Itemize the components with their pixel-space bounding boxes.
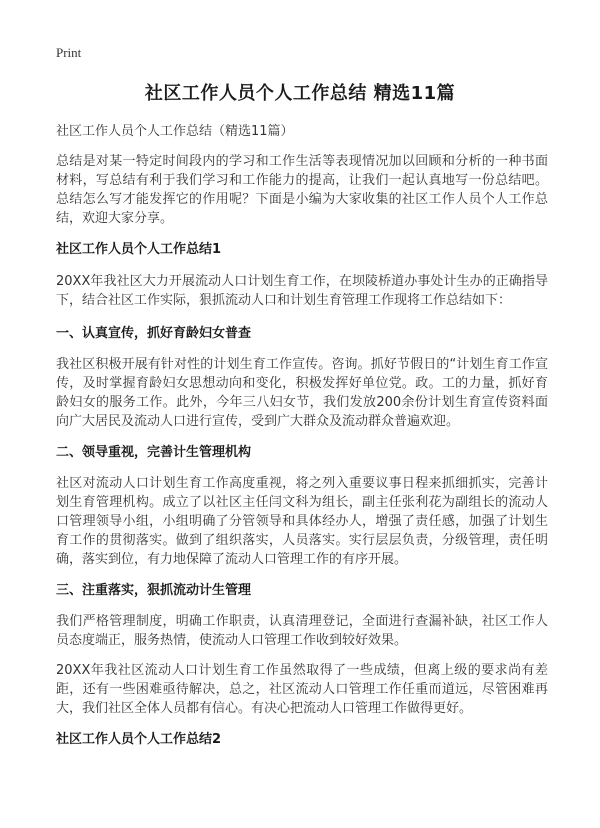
section-1-title: 社区工作人员个人工作总结1 (56, 242, 222, 257)
section-2-title: 社区工作人员个人工作总结2 (56, 732, 222, 747)
print-link[interactable]: Print (56, 45, 82, 60)
subsection-2-body: 社区对流动人口计划生育工作高度重视，将之列入重要议事日程来抓细抓实，完善计划生育管理机构。成立了以社区主任闫文科为组长，副主任张利花为副组长的流动人口管理领导小组，小组明确了分管领导和具体经办人，增强了责任感，加强了计划生育工作的贯彻落实。做到了组织落实，人员落实。实行层层负责，分级管理，责任明确，落实到位，有力地保障了流动人口管理工作的有序开展。 (56, 476, 548, 567)
subsection-1-body: 我社区积极开展有针对性的计划生育工作宣传。咨询。抓好节假日的“计划生育工作宣传，及时掌握育龄妇女思想动向和变化，积极发挥好单位党。政。工的力量，抓好育龄妇女的服务工作。此外，今年三八妇女节，我们发放200余份计划生育宣传资料面向广大居民及流动人口进行宣传，受到广大群众及流动群众普遍欢迎。 (56, 357, 548, 429)
document-body (56, 152, 548, 749)
subsection-1-title: 一、认真宣传，抓好育龄妇女普查 (56, 326, 252, 341)
section-1-lead: 20XX年我社区大力开展流动人口计划生育工作，在坝陵桥道办事处计生办的正确指导下，结合社区工作实际，狠抓流动人口和计划生育管理工作现将工作总结如下： (56, 274, 548, 308)
subsection-3-body-1: 我们严格管理制度，明确工作职责，认真清理登记，全面进行查漏补缺，社区工作人员态度端正，服务热情，使流动人口管理工作收到较好效果。 (56, 614, 548, 648)
intro-paragraph: 总结是对某一特定时间段内的学习和工作生活等表现情况加以回顾和分析的一种书面材料，写总结有利于我们学习和工作能力的提高，让我们一起认真地写一份总结吧。总结怎么写才能发挥它的作用呢？下面是小编为大家收集的社区工作人员个人工作总结，欢迎大家分享。 (56, 154, 548, 226)
subsection-3-title: 三、注重落实，狠抓流动计生管理 (56, 583, 252, 598)
document-title: 社区工作人员个人工作总结 精选11篇 (144, 83, 456, 104)
document-subtitle: 社区工作人员个人工作总结（精选11篇） (56, 124, 294, 139)
subsection-3-body-2: 20XX年我社区流动人口计划生育工作虽然取得了一些成绩，但离上级的要求尚有差距，还有一些困难亟待解决，总之，社区流动人口管理工作任重而道远，尽管困难再大，我们社区全体人员都有信心。有决心把流动人口管理工作做得更好。 (56, 663, 548, 716)
subsection-2-title: 二、领导重视，完善计生管理机构 (56, 445, 252, 460)
